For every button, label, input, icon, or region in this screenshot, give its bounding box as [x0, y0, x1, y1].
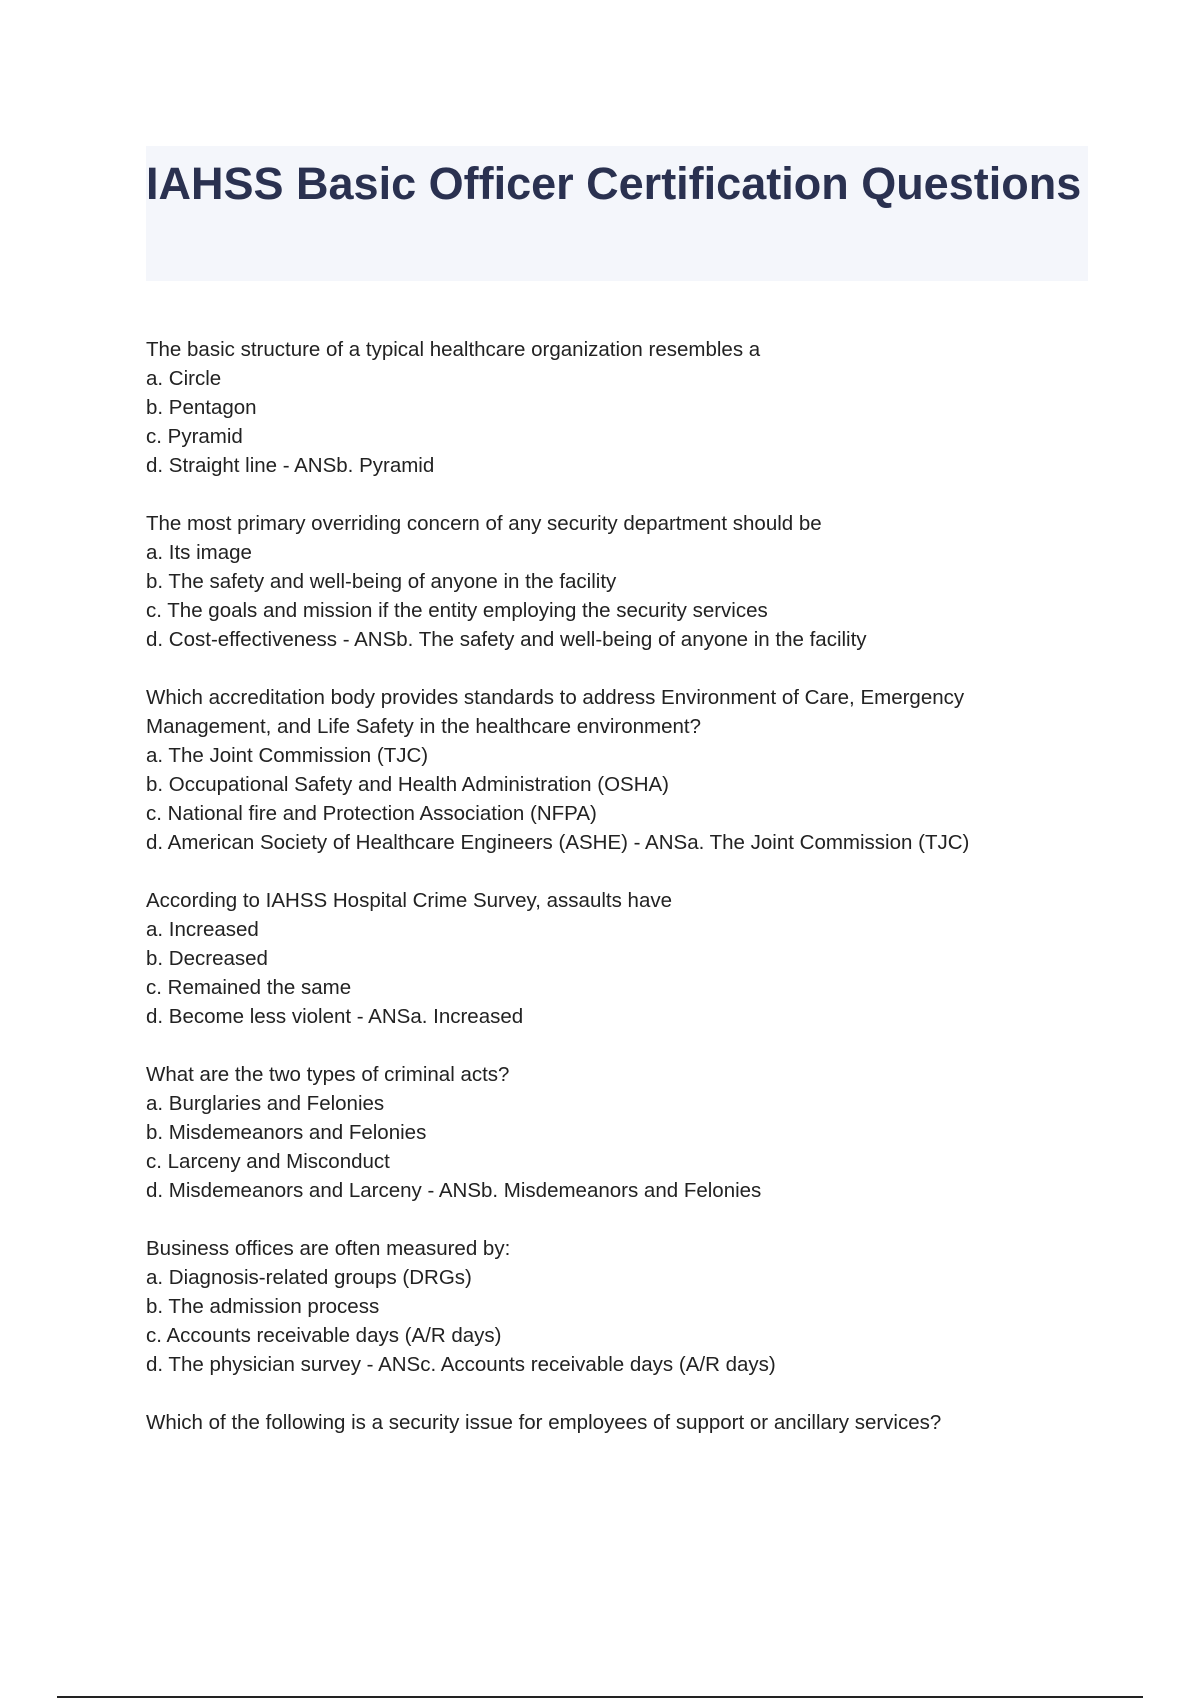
question-text: Business offices are often measured by: [146, 1237, 511, 1260]
answer-option: d. The physician survey - ANSc. Accounts receivable days (A/R days) [146, 1353, 776, 1376]
question-block [146, 1408, 1086, 1437]
question-block [146, 1234, 1086, 1379]
answer-option: a. The Joint Commission (TJC) [146, 744, 429, 767]
page-title: IAHSS Basic Officer Certification Questions [146, 158, 1082, 209]
answer-option: d. Straight line - ANSb. Pyramid [146, 454, 435, 477]
question-text: Which accreditation body provides standards to address Environment of Care, Emergency Management, and Life Safety in the healthcare environment? [146, 686, 965, 738]
question-block [146, 886, 1086, 1031]
answer-option: a. Its image [146, 541, 252, 564]
answer-option: b. Occupational Safety and Health Administration (OSHA) [146, 773, 670, 796]
title-block [146, 146, 1088, 281]
answer-option: a. Increased [146, 918, 259, 941]
question-text: The basic structure of a typical healthcare organization resembles a [146, 338, 761, 361]
answer-option: b. Decreased [146, 947, 268, 970]
question-text: Which of the following is a security issue for employees of support or ancillary services? [146, 1411, 942, 1434]
answer-option: c. National fire and Protection Association (NFPA) [146, 802, 597, 825]
answer-option: a. Circle [146, 367, 222, 390]
answer-option: b. The admission process [146, 1295, 380, 1318]
answer-options [146, 1089, 1086, 1205]
answer-option: d. Cost-effectiveness - ANSb. The safety and well-being of anyone in the facility [146, 628, 867, 651]
question-list [146, 335, 1086, 1466]
answer-option: d. Misdemeanors and Larceny - ANSb. Misdemeanors and Felonies [146, 1179, 762, 1202]
answer-option: c. Remained the same [146, 976, 352, 999]
question-block [146, 1060, 1086, 1205]
answer-options [146, 364, 1086, 480]
answer-option: c. Larceny and Misconduct [146, 1150, 390, 1173]
answer-option: c. The goals and mission if the entity employing the security services [146, 599, 768, 622]
question-text: According to IAHSS Hospital Crime Survey, assaults have [146, 889, 673, 912]
answer-option: c. Pyramid [146, 425, 243, 448]
question-text: The most primary overriding concern of any security department should be [146, 512, 822, 535]
answer-option: c. Accounts receivable days (A/R days) [146, 1324, 502, 1347]
question-text: What are the two types of criminal acts? [146, 1063, 510, 1086]
answer-option: a. Diagnosis-related groups (DRGs) [146, 1266, 472, 1289]
answer-option: b. Pentagon [146, 396, 257, 419]
answer-options [146, 741, 1086, 857]
answer-option: a. Burglaries and Felonies [146, 1092, 385, 1115]
question-block [146, 335, 1086, 480]
answer-option: d. American Society of Healthcare Engineers (ASHE) - ANSa. The Joint Commission (TJC) [146, 831, 970, 854]
answer-option: d. Become less violent - ANSa. Increased [146, 1005, 524, 1028]
question-block [146, 509, 1086, 654]
answer-options [146, 915, 1086, 1031]
question-block [146, 683, 1086, 857]
answer-options [146, 538, 1086, 654]
answer-option: b. The safety and well-being of anyone in the facility [146, 570, 617, 593]
answer-options [146, 1263, 1086, 1379]
footer-rule [57, 1696, 1143, 1698]
answer-option: b. Misdemeanors and Felonies [146, 1121, 427, 1144]
